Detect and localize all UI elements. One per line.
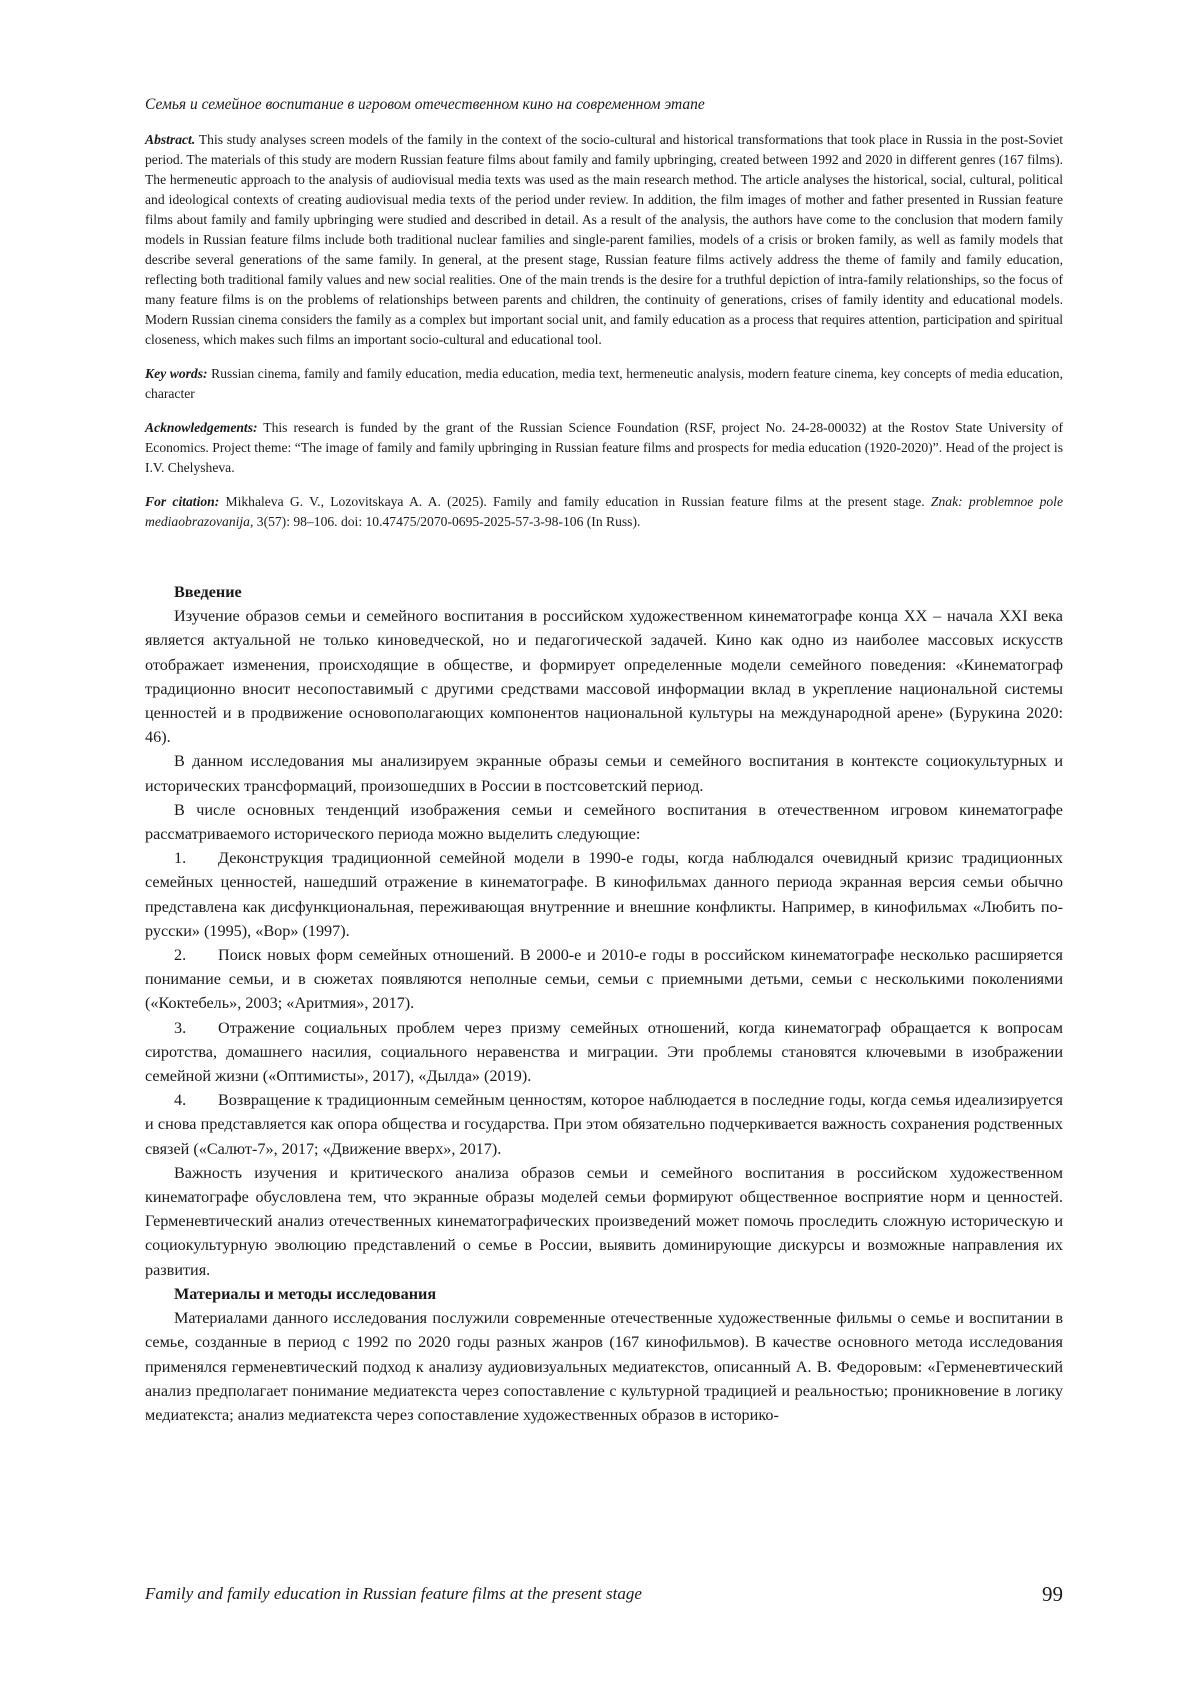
page-footer [145,1584,1063,1614]
citation [145,492,1063,532]
intro-paragraph-4: Важность изучения и критического анализа образов семьи и семейного воспитания в российском художественном кинематографе обусловлена тем, что экранные образы моделей семьи формируют общественное восприятие норм и ценностей. Герменевтический анализ отечественных кинематографических произведений может помочь проследить сложную историческую и социокультурную эволюцию представлений о семье в России, выявить доминирующие дискурсы и возможные направления их развития. [145,1163,1063,1279]
intro-paragraph-3: В числе основных тенденций изображения семьи и семейного воспитания в отечественном игровом кинематографе рассматриваемого исторического периода можно выделить следующие: [145,800,1063,844]
abstract [145,130,1063,350]
list-item-text: Отражение социальных проблем через призму семейных отношений, когда кинематограф обращается к вопросам сиротства, домашнего насилия, социального неравенства и миграции. Эти проблемы становятся ключевыми в изображении семейной жизни («Оптимисты», 2017), «Дылда» (2019). [145,1018,1063,1086]
abstract-text: This study analyses screen models of the family in the context of the socio-cultural and historical transformations that took place in Russia in the post-Soviet period. The materials of this study are modern Russian feature films about family and family upbringing, created between 1992 and 2020 in different genres (167 films). The hermeneutic approach to the analysis of audiovisual media texts was used as the main research method. The article analyses the historical, social, cultural, political and ideological contexts of creating audiovisual media texts of the period under review. In addition, the film images of mother and father presented in Russian feature films about family and family upbringing were studied and described in detail. As a result of the analysis, the authors have come to the conclusion that modern family models in Russian feature films include both traditional nuclear families and single-parent families, models of a crisis or broken family, as well as family models that describe several generations of the same family. In general, at the present stage, Russian feature films actively address the theme of family and family education, reflecting both traditional family values and new social realities. One of the main trends is the desire for a truthful depiction of intra-family relationships, so the focus of many feature films is on the problems of relationships between parents and children, the continuity of generations, crises of family identity and educational models. Modern Russian cinema considers the family as a complex but important social unit, and family education as a process that requires attention, participation and spiritual closeness, which makes such films an important socio-cultural and educational tool. [145,132,1063,347]
keywords-text: Russian cinema, family and family education, media education, media text, hermeneutic analysis, modern feature cinema, key concepts of media education, character [145,366,1063,401]
page-number: 99 [1042,1582,1063,1606]
list-item-number: 1. [174,849,187,868]
acknowledgements-text: This research is funded by the grant of the Russian Science Foundation (RSF, project No. 24-28-00032) at the Rostov State University of Economics. Project theme: “The image of family and family upbringing in Russian feature films and prospects for media education (1920-2020)”. Head of the project is I.V. Chelysheva. [145,420,1063,475]
citation-text: Mikhaleva G. V., Lozovitskaya A. A. (2025). Family and family education in Russian feature films at the present stage. [225,494,925,509]
acknowledgements-label: Acknowledgements: [145,420,258,435]
methods-heading: Материалы и методы исследования [174,1284,437,1303]
article-body [145,580,1063,1427]
list-item-number: 2. [174,946,187,965]
list-item-number: 3. [174,1018,187,1037]
citation-label: For citation: [145,494,220,509]
acknowledgements [145,418,1063,478]
intro-paragraph-2: В данном исследования мы анализируем экранные образы семьи и семейного воспитания в контексте социокультурных и исторических трансформаций, произошедших в России в постсоветский период. [145,752,1063,795]
footer-title: Family and family education in Russian feature films at the present stage [145,1584,642,1603]
list-item-text: Возвращение к традиционным семейным ценностям, которое наблюдается в последние годы, когда семья идеализируется и снова представляется как опора общества и государства. При этом обязательно подчеркивается важность сохранения родственных связей («Салют-7», 2017; «Движение вверх», 2017). [145,1091,1063,1158]
citation-journal: Znak: problemnoe pole mediaobrazovanija [145,494,1063,529]
running-head: Семья и семейное воспитание в игровом отечественном кино на современном этапе [145,96,705,113]
methods-paragraph-1: Материалами данного исследования послужили современные отечественные художественные фильмы о семье и воспитании в семье, созданные в период с 1992 по 2020 годы разных жанров (167 кинофильмов). В качестве основного метода исследования применялся герменевтический подход к анализу аудиовизуальных медиатекстов, описанный А. В. Федоровым: «Герменевтический анализ предполагает понимание медиатекста через сопоставление с культурной традицией и реальностью; проникновение в логику медиатекста; анализ медиатекста через сопоставление художественных образов в историко- [145,1309,1063,1424]
list-item-text: Деконструкция традиционной семейной модели в 1990-е годы, когда наблюдался очевидный кризис традиционных семейных ценностей, нашедший отражение в кинематографе. В кинофильмах данного периода экранная версия семьи обычно представлена как дисфункциональная, переживающая внутренние и внешние конфликты. Например, в кинофильмах «Любить по-русски» (1995), «Вор» (1997). [145,849,1063,940]
citation-tail: , 3(57): 98–106. doi: 10.47475/2070-0695-2025-57-3-98-106 (In Russ). [249,514,641,529]
list-item [145,1016,1063,1089]
list-item [145,846,1063,943]
list-item [145,1088,1063,1161]
list-item-text: Поиск новых форм семейных отношений. В 2000-е и 2010-е годы в российском кинематографе несколько расширяется понимание семьи, и в сюжетах появляются неполные семьи, семьи с приемными детьми, семьи с несколькими поколениями («Коктебель», 2003; «Аритмия», 2017). [145,946,1063,1013]
list-item [145,943,1063,1016]
keywords-label: Key words: [145,366,208,381]
article-page [145,96,1063,1427]
list-item-number: 4. [174,1091,187,1110]
keywords [145,364,1063,404]
intro-heading: Введение [174,583,242,601]
abstract-label: Abstract. [145,132,196,147]
intro-paragraph-1: Изучение образов семьи и семейного воспитания в российском художественном кинематографе конца XX – начала XXI века является актуальной не только киноведческой, но и педагогической задачей. Кино как одно из наиболее массовых искусств отображает изменения, происходящие в обществе, и формирует определенные модели семейного поведения: «Кинематограф традиционно вносит несопоставимый с другими средствами массовой информации вклад в укрепление национальной системы ценностей и в продвижение основополагающих компонентов национальной культуры на международной арене» (Бурукина 2020: 46). [145,607,1063,747]
